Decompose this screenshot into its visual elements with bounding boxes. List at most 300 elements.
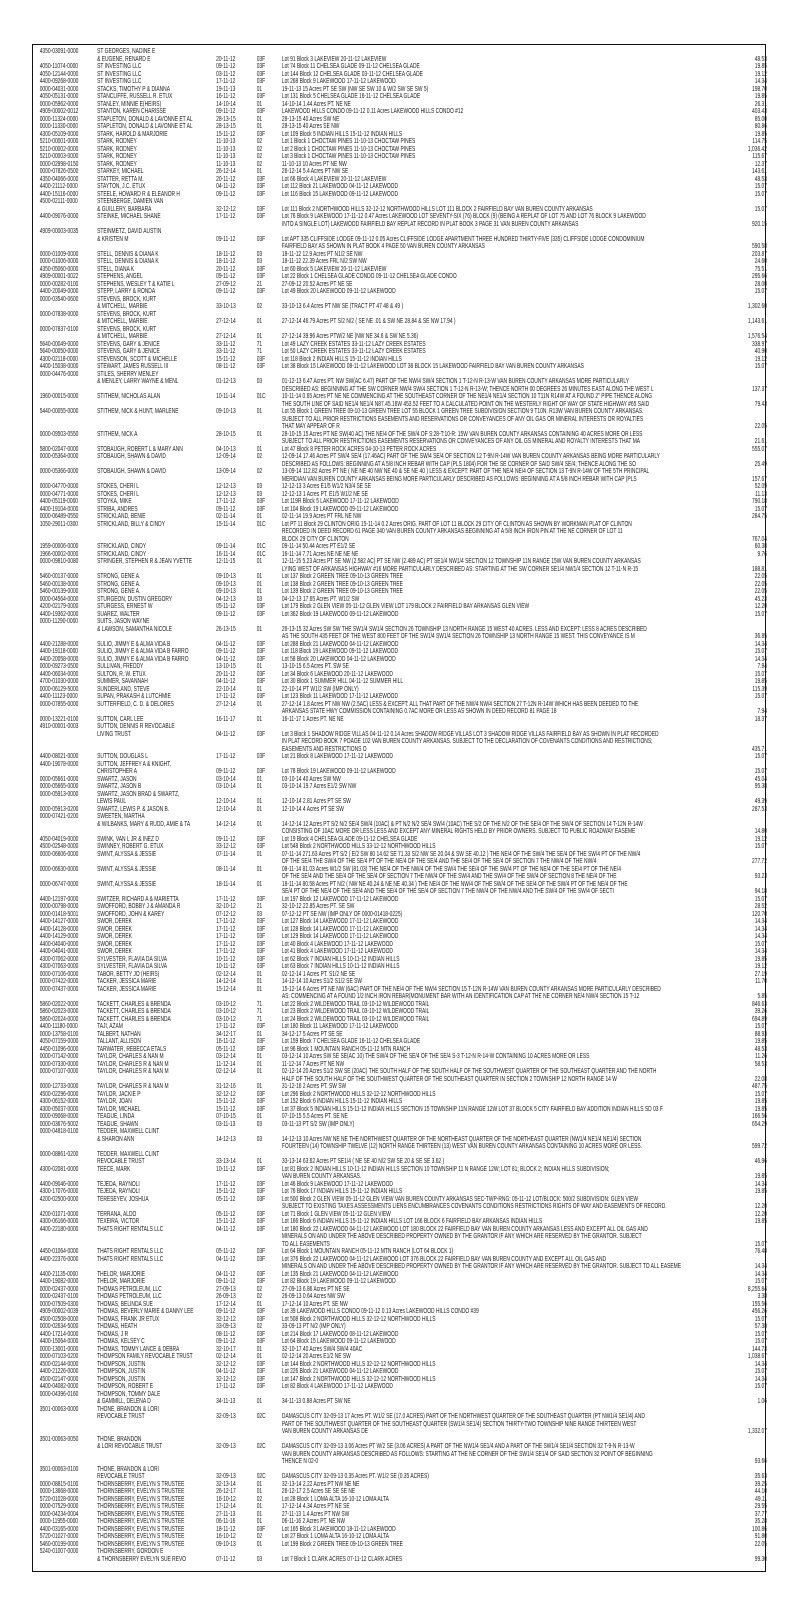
owner-name bbox=[97, 1293, 216, 1301]
description-line: 16-11-17 1 Acres PT. NE NE bbox=[281, 715, 344, 723]
owner-line: THOMPSON, ROBERT E bbox=[97, 1383, 154, 1390]
record-row bbox=[32, 1533, 766, 1541]
district-code: 03F bbox=[256, 93, 266, 100]
owner-name bbox=[97, 1016, 216, 1024]
amount-due: 555.07 bbox=[752, 445, 767, 453]
owner-name bbox=[97, 971, 216, 979]
parcel-number: 4400-04041-0000 bbox=[39, 948, 79, 955]
record-row bbox=[32, 648, 766, 656]
section-township-range: 33-10-13 bbox=[216, 303, 236, 310]
district-code: 01 bbox=[256, 880, 263, 888]
description-line: LAKEWOOD HILLS CONDO 09-11-12 0.11 Acres LAKEWOOD HILLS CONDO #12 bbox=[281, 108, 464, 115]
parcel-number: 4400-20058-0000 bbox=[39, 655, 79, 663]
record-row bbox=[32, 1511, 766, 1519]
section-township-range: 27-11-13 bbox=[216, 1510, 236, 1518]
district-code: 03F bbox=[256, 1330, 266, 1338]
owner-line: TAYLOR, JOAN bbox=[97, 1098, 132, 1105]
section-township-range: 03-11-12 bbox=[216, 70, 236, 78]
district-code: 01 bbox=[256, 1030, 263, 1038]
record-row bbox=[32, 498, 766, 506]
legal-description bbox=[282, 131, 725, 139]
section-township-range: 34-12-17 bbox=[216, 1030, 236, 1038]
owner-name bbox=[97, 1278, 216, 1286]
amount-due: 21.61 bbox=[754, 438, 767, 445]
district-code: 01 bbox=[256, 978, 263, 985]
section-township-range: 17-11-12 bbox=[216, 918, 236, 925]
district-code: 03F bbox=[256, 670, 266, 678]
owner-line: THOMPSON FAMILY REVOCABLE TRUST bbox=[97, 1353, 193, 1360]
owner-line: STRICKLAND, CINDY bbox=[97, 550, 147, 558]
amount-due: 79.43 bbox=[754, 400, 767, 408]
owner-line: SULIO, JIMMY E & ALMA VIDA B bbox=[97, 640, 171, 648]
legal-description bbox=[282, 311, 725, 326]
owner-line: STEINMETZ, DAVID AUSTIN bbox=[97, 228, 162, 235]
record-row bbox=[32, 971, 766, 979]
district-code: 03F bbox=[256, 918, 266, 925]
section-township-range: 17-11-12 bbox=[216, 693, 236, 700]
record-row bbox=[32, 1361, 766, 1369]
section-township-range: 32-12-12 bbox=[216, 1375, 236, 1383]
legal-description bbox=[282, 1286, 725, 1294]
owner-line: STURGEON, DUSTIN GREGORY bbox=[97, 595, 173, 603]
owner-line: THOMAS, BEVERLY MARIE & DANNY LEE bbox=[97, 1308, 194, 1315]
record-row bbox=[32, 1256, 766, 1271]
owner-name bbox=[97, 776, 216, 784]
parcel-number: 4050-12144-0000 bbox=[39, 70, 79, 78]
legal-description bbox=[282, 1098, 725, 1106]
owner-line: TACKETT, CHARLES & BRENDA bbox=[97, 1008, 171, 1015]
amount-due: 15.07 bbox=[754, 363, 767, 370]
record-row bbox=[32, 1391, 766, 1406]
amount-due: 115.39 bbox=[752, 685, 767, 693]
amount-due: 654.29 bbox=[752, 1120, 767, 1128]
description-line: 16-11-14 7.71 Acres NE NE NE NE bbox=[281, 550, 359, 558]
section-township-range: 32-10-12 bbox=[216, 903, 236, 910]
district-code: 03F bbox=[256, 1210, 266, 1218]
section-township-range: 09-11-12 bbox=[216, 835, 236, 843]
record-row bbox=[32, 1188, 766, 1196]
record-row bbox=[32, 611, 766, 619]
amount-due: 19.85 bbox=[754, 1105, 767, 1113]
owner-name bbox=[97, 86, 216, 94]
section-township-range: 12-12-13 bbox=[216, 490, 236, 498]
district-code: 71 bbox=[256, 348, 263, 355]
description-line: VAN BUREN COUNTY ARKANSAS DESCRIBED AS FOLLOWS: STARTING AT THE NE CORNER OF THE SW1/4 SE1/4 OF SAID SECTION 32 POINT OF BEGINNING bbox=[281, 1450, 653, 1458]
amount-due: 19.85 bbox=[754, 678, 767, 685]
owner-name bbox=[97, 1353, 216, 1361]
owner-line: STARK, RODNEY bbox=[97, 160, 137, 168]
district-code: 01 bbox=[256, 445, 263, 453]
owner-line: & WILBANKS, MARY & RUDD, AMIE & TA bbox=[97, 820, 191, 828]
amount-due: 15.07 bbox=[754, 1383, 767, 1390]
description-line: 02-12-14 20 Acres S1/2 SW SE (20AC) THE SOUTH HALF OF THE SOUTH HALF OF THE SOUTHWEST QUARTER OF THE SOUTHEAST QUARTER AND THE NORTH bbox=[281, 1068, 657, 1075]
section-township-range: 08-11-12 bbox=[216, 1330, 236, 1338]
amount-due: 60.38 bbox=[754, 543, 767, 550]
district-code: 02 bbox=[256, 1293, 263, 1300]
owner-line: TEJEDA, RAYNOLI bbox=[97, 1188, 140, 1195]
legal-description bbox=[282, 1046, 725, 1054]
parcel-number: 0000-06630-0000 bbox=[39, 865, 79, 873]
legal-description bbox=[282, 348, 725, 356]
section-township-range: 32-09-13 bbox=[216, 1473, 236, 1480]
description-line: 02-11-14 19.9 Acres PT FRL NE NW bbox=[281, 513, 362, 520]
legal-description bbox=[282, 168, 725, 176]
parcel-number: 4909-00001-0022 bbox=[39, 273, 79, 280]
legal-description bbox=[282, 191, 725, 199]
amount-due: 76.48 bbox=[754, 1248, 767, 1255]
record-row bbox=[32, 296, 766, 311]
amount-due: 287.53 bbox=[752, 805, 767, 813]
record-row bbox=[32, 1286, 766, 1294]
record-row bbox=[32, 963, 766, 971]
owner-name bbox=[97, 311, 216, 326]
record-row bbox=[32, 1211, 766, 1219]
owner-name bbox=[97, 48, 216, 63]
legal-description bbox=[282, 783, 725, 791]
owner-name bbox=[97, 326, 216, 341]
legal-description bbox=[282, 513, 725, 521]
owner-line: ST INVESTING LLC bbox=[97, 78, 142, 85]
owner-name bbox=[97, 123, 216, 131]
parcel-number: 0000-02998-0150 bbox=[39, 160, 79, 168]
record-row bbox=[32, 1106, 766, 1114]
description-line: Lot 180 Block 11 LAKEWOOD 17-11-12 LAKEWOOD bbox=[281, 1023, 399, 1030]
district-code: 01 bbox=[256, 775, 263, 783]
description-line: 14-12-14 12 Acres PT S/2 N/2 SE/4 SW/4 (10AC) & PT N/2 N/2 SE/4 SW/4 (10AC) THE S/2 OF THE N/2 OF THE SE/4 OF THE SW/4 OF SECTION 14 T-12N R-14W bbox=[281, 820, 643, 828]
owner-name bbox=[97, 131, 216, 139]
owner-line: THORNSBERRY, EVELYN S TRUSTEE bbox=[97, 1480, 185, 1488]
description-line: 08-11-14 81.03 Acres W1/2 SW (81.03) THE NE/4 OF THE NW/4 OF THE SW/4 THE SE/4 OF THE SW/4 PT OF THE NE/4 OF THE SE/4 PT OF THE NE/4 bbox=[281, 865, 622, 873]
amount-due: 57.38 bbox=[754, 1323, 767, 1330]
parcel-number: 4400-05119-0000 bbox=[39, 498, 79, 505]
legal-description bbox=[282, 1248, 725, 1256]
record-row bbox=[32, 558, 766, 573]
parcel-number: 5640-00049-0000 bbox=[39, 340, 79, 348]
section-township-range: 07-11-12 bbox=[216, 1555, 236, 1563]
amount-due: 198.70 bbox=[752, 85, 767, 93]
parcel-number: 4400-21226-0000 bbox=[39, 1368, 79, 1375]
section-township-range: 06-11-16 bbox=[216, 1518, 236, 1525]
description-line: SUBJECT TO ALL PRIOR RESTRICTIONS EASEMENTS AND RESERVATIONS OR CONVEYANCES OF ANY OIL GAS OR MINERAL INTERESTS OR ROYALTIES bbox=[281, 415, 644, 423]
legal-description bbox=[282, 153, 725, 161]
district-code: 03F bbox=[256, 1308, 266, 1315]
owner-line: THOMPSON, TOMMY DALE bbox=[97, 1390, 161, 1398]
description-line: 33-13-14 63.62 Acres PT SE1/4 ( NE SE 40 N/2 SW SE 20 & SE SE 3.62 ) bbox=[281, 1158, 445, 1165]
owner-name bbox=[97, 176, 216, 184]
owner-name bbox=[97, 1166, 216, 1181]
legal-description bbox=[282, 656, 725, 664]
amount-due: 15.07 bbox=[754, 648, 767, 655]
district-code: 01 bbox=[256, 1068, 263, 1075]
owner-name bbox=[97, 911, 216, 919]
amount-due: 115.67 bbox=[752, 153, 767, 160]
amount-due: 1,143.61 bbox=[747, 318, 767, 325]
parcel-number: 0000-07142-0000 bbox=[39, 1053, 79, 1060]
section-township-range: 12-12-13 bbox=[216, 483, 236, 490]
parcel-number: 4350-05060-0000 bbox=[39, 265, 79, 273]
owner-name bbox=[97, 1121, 216, 1129]
section-township-range: 17-11-12 bbox=[216, 78, 236, 85]
owner-name bbox=[97, 716, 216, 724]
section-township-range: 14-12-13 bbox=[216, 1135, 236, 1143]
owner-line: STOBAUGH, SHAWN & DAVID bbox=[97, 468, 166, 475]
amount-due: 14.34 bbox=[754, 933, 767, 940]
record-row bbox=[32, 356, 766, 364]
amount-due: 94.18 bbox=[754, 888, 767, 895]
district-code: 03F bbox=[256, 288, 266, 295]
amount-due: 22.08 bbox=[754, 1075, 767, 1083]
description-line: Lot 82 Block 4 LAKEWOOD 17-11-12 LAKEWOOD bbox=[281, 1383, 393, 1390]
district-code: 01 bbox=[256, 798, 263, 805]
owner-line: TAYLOR, CHARLES & NAN M bbox=[97, 1053, 164, 1060]
record-row bbox=[32, 1151, 766, 1166]
section-township-range: 11-10-13 bbox=[216, 145, 236, 153]
amount-due: 203.87 bbox=[752, 250, 767, 258]
legal-description bbox=[282, 693, 725, 701]
owner-line: & THORNSBERRY EVELYN SUE REVO bbox=[97, 1555, 187, 1563]
owner-name bbox=[97, 1346, 216, 1354]
district-code: 03F bbox=[256, 603, 266, 610]
amount-due: 19.85 bbox=[754, 1038, 767, 1045]
owner-line: & MITCHELL, MARBIE bbox=[97, 303, 148, 310]
district-code: 01 bbox=[256, 408, 263, 415]
description-line: Lot 129 Block 14 LAKEWOOD 17-11-12 LAKEWOOD bbox=[281, 933, 399, 940]
owner-line: STEVENS, GARY & JENICE bbox=[97, 340, 160, 348]
amount-due: 22.05 bbox=[754, 580, 767, 588]
record-row bbox=[32, 348, 766, 356]
parcel-number: 4500-02147-0000 bbox=[39, 1375, 79, 1383]
description-line: THENCE N 02-0 bbox=[281, 1458, 319, 1465]
owner-line: THOMAS, TOMMY LANCE & DEBRA bbox=[97, 1345, 180, 1353]
parcel-number: 0000-05661-0000 bbox=[39, 775, 79, 783]
parcel-number: 4400-20049-0000 bbox=[39, 288, 79, 295]
parcel-number: 4300-02081-0000 bbox=[39, 1165, 79, 1173]
parcel-number: 0000-07421-0200 bbox=[39, 813, 79, 820]
record-row bbox=[32, 701, 766, 716]
description-line: Lot 22 Block 2 WILDEWOOD TRAIL 03-10-12 WILDEWOOD TRAIL bbox=[281, 1000, 430, 1008]
description-line: Lot 118 Block 19 LAKEWOOD 09-11-12 LAKEWOOD bbox=[281, 648, 399, 655]
description-line: HALF OF THE SOUTH HALF OF THE SOUTHWEST QUARTER OF THE SOUTHEAST QUARTER IN SECTION 2 TOWNSHIP 12 NORTH RANGE 14 W bbox=[281, 1075, 617, 1083]
owner-name bbox=[97, 341, 216, 349]
owner-line: THOMPSON, JUSTIN bbox=[97, 1368, 146, 1375]
record-row bbox=[32, 723, 766, 753]
parcel-number: 0000-05913-0200 bbox=[39, 805, 79, 813]
description-line: Lot 1 Block 1 CHOCTAW PINES 11-10-13 CHOCTAW PINES bbox=[281, 138, 416, 145]
amount-due: 15.07 bbox=[754, 768, 767, 775]
parcel-number: 0000-09503-0550 bbox=[39, 430, 79, 438]
amount-due: 157.67 bbox=[752, 475, 767, 483]
parcel-number: 4400-09046-0000 bbox=[39, 1180, 79, 1188]
legal-description bbox=[282, 941, 725, 949]
district-code: 01 bbox=[256, 1083, 263, 1090]
owner-name bbox=[97, 1181, 216, 1189]
parcel-number: 0000-08861-0200 bbox=[39, 1150, 79, 1158]
legal-description bbox=[282, 183, 725, 191]
description-line: Lot 28 Block 1 LOMA ALTA 16-10-12 LOMA ALTA bbox=[281, 1495, 389, 1503]
owner-name bbox=[97, 1331, 216, 1339]
description-line: Lot APT 335 CLIFFSIDE LODGE 09-11-12 0.05 Acres CLIFFSIDE LODGE APARTMENT THREE HUNDRED THIRTY-FIVE (335) CLIFFSIDE LODGE CONDOMINIUM bbox=[281, 235, 645, 243]
description-line: Lot 199 Block 2 GREEN TREE 09-10-13 GREEN TREE bbox=[281, 1540, 403, 1548]
owner-line: THOMAS PETROLEUM, LLC bbox=[97, 1293, 162, 1300]
section-township-range: 28-13-15 bbox=[216, 115, 236, 123]
description-line: PART OF THE SOUTHWEST QUARTER OF THE SOUTHEAST QUARTER (SW1/4 SE1/4) SECTION THIRTY-TWO TOWNSHIP NINE RANGE THIRTEEN WEST bbox=[281, 1420, 637, 1428]
description-line: Lot 64 Block 1 MOUNTAIN RANCH 05-11-12 MTN RANCH (LOT 64 BLOCK 1) bbox=[281, 1248, 454, 1255]
parcel-number: 1966-00002-0000 bbox=[39, 550, 79, 558]
amount-due: 15.07 bbox=[754, 1090, 767, 1098]
parcel-number: 5440-00055-0000 bbox=[39, 408, 79, 415]
legal-description bbox=[282, 1053, 725, 1061]
record-row bbox=[32, 641, 766, 649]
district-code: 01 bbox=[256, 558, 263, 565]
amount-due: 295.66 bbox=[752, 273, 767, 280]
section-township-range: 04-11-12 bbox=[216, 1270, 236, 1278]
owner-name bbox=[97, 1436, 216, 1466]
owner-line: STURGESS, ERNEST W bbox=[97, 603, 153, 610]
section-township-range: 18-11-14 bbox=[216, 880, 236, 888]
description-line: 32-13-14 2.22 Acres PT NW NE NE bbox=[281, 1480, 360, 1488]
parcel-number: 4050-07159-0000 bbox=[39, 1038, 79, 1045]
district-code: 03F bbox=[256, 1315, 266, 1323]
legal-description bbox=[282, 506, 725, 514]
parcel-number: 0000-04564-0000 bbox=[39, 595, 79, 603]
description-line: 27-12-14 39.96 Acres PTW/2 NE (NW NE 34.6 & SW NE 5.36) bbox=[281, 333, 419, 340]
record-row bbox=[32, 281, 766, 289]
amount-due: 1,036.42 bbox=[747, 145, 767, 153]
legal-description bbox=[282, 228, 725, 251]
district-code: 03 bbox=[256, 378, 263, 385]
district-code: 01 bbox=[256, 513, 263, 520]
record-row bbox=[32, 93, 766, 101]
legal-description bbox=[282, 618, 725, 641]
parcel-number: 4400-11123-0000 bbox=[39, 693, 78, 700]
parcel-number: 4400-21288-0000 bbox=[39, 640, 79, 648]
parcel-number: 0000-09810-0080 bbox=[39, 558, 79, 565]
parcel-number: 4400-09076-0000 bbox=[39, 213, 79, 220]
description-line: 28-13-15 40 Acres SW NE bbox=[281, 115, 340, 123]
owner-line: TAYLOR, CHARLES R & NAN M bbox=[97, 1083, 169, 1090]
amount-due: 15.07 bbox=[754, 505, 767, 513]
description-line: MERIDIAN VAN BUREN COUNTY ARKANSAS BEING MORE PARTICULARLY DESCRIBED AS FOLLOWS: BEGINNING AT A 5/8 INCH REBAR WITH CAP (PLS bbox=[281, 475, 637, 483]
owner-line: THONE, BRANDON & LORI bbox=[97, 1405, 159, 1413]
legal-description bbox=[282, 161, 725, 169]
district-code: 03F bbox=[256, 963, 266, 970]
owner-name bbox=[97, 1226, 216, 1249]
section-township-range: 09-11-12 bbox=[216, 1278, 236, 1285]
owner-name bbox=[97, 1031, 216, 1039]
district-code: 01 bbox=[256, 168, 263, 175]
district-code: 03F bbox=[256, 895, 266, 903]
amount-due: 19.12 bbox=[754, 835, 767, 843]
owner-name bbox=[97, 1113, 216, 1121]
parcel-number: 4400-22376-0000 bbox=[39, 1255, 79, 1263]
amount-due: 19.12 bbox=[754, 963, 767, 970]
parcel-number: 0000-07509-0300 bbox=[39, 1300, 79, 1308]
owner-line: STILES, SHERRY MENLEY bbox=[97, 370, 159, 378]
legal-description bbox=[282, 761, 725, 776]
parcel-number: 5460-00199-0000 bbox=[39, 1540, 79, 1548]
parcel-number: 4400-19078-0000 bbox=[39, 760, 79, 768]
legal-description bbox=[282, 281, 725, 289]
owner-line: TAYLOR, JACKIE P bbox=[97, 1090, 141, 1098]
legal-description bbox=[282, 1188, 725, 1196]
owner-line: THOMAS, J R bbox=[97, 1330, 129, 1338]
record-row bbox=[32, 168, 766, 176]
legal-description bbox=[282, 138, 725, 146]
parcel-number: 0000-02437-0100 bbox=[39, 1293, 79, 1300]
section-township-range: 26-12-17 bbox=[216, 1488, 236, 1495]
owner-name bbox=[97, 573, 216, 581]
description-line: DESCRIBED AS FOLLOWS: BEGINNING AT A 5/8 INCH REBAR WITH CAP (PLS 1804) FOR THE SE CORNER OF SAID SW/4 SE/4; THENCE ALONG THE SO bbox=[281, 460, 636, 468]
amount-due: 40.90 bbox=[754, 348, 767, 355]
parcel-number: 0000-07107-0000 bbox=[39, 1068, 79, 1075]
parcel-number: 0000-05364-0000 bbox=[39, 453, 79, 460]
owner-name bbox=[97, 558, 216, 573]
district-code: 03F bbox=[256, 63, 266, 70]
record-row bbox=[32, 446, 766, 454]
amount-due: 11.70 bbox=[755, 978, 767, 985]
owner-line: REVOCABLE TRUST bbox=[97, 1158, 145, 1165]
description-line: 26-12-17 2.5 Acres SE SE SE NE bbox=[281, 1488, 356, 1495]
description-line: Lot 135 Block 21 LAKEWOOD 04-11-12 LAKEWOOD bbox=[281, 1270, 399, 1278]
owner-line: & GUILLERY, BARBARA bbox=[97, 205, 152, 213]
district-code: 03F bbox=[256, 235, 266, 243]
section-township-range: 12-11-15 bbox=[216, 558, 236, 565]
description-line: Lot 144 Block 2 NORTHWOOD HILLS 32-12-12 NORTHWOOD HILLS bbox=[281, 1360, 436, 1368]
description-line: 03-10-14 19.7 Acres E1/2 SW NW bbox=[281, 783, 357, 790]
legal-description bbox=[282, 356, 725, 364]
owner-name bbox=[97, 228, 216, 251]
section-township-range: 14-12-14 bbox=[216, 820, 236, 828]
district-code: 02 bbox=[256, 303, 263, 310]
owner-name bbox=[97, 656, 216, 664]
owner-line: TERESEYEV, JOSHUA bbox=[97, 1195, 149, 1203]
record-row bbox=[32, 71, 766, 79]
record-row bbox=[32, 911, 766, 919]
legal-description bbox=[282, 491, 725, 499]
parcel-number: 4400-15038-0000 bbox=[39, 363, 79, 370]
owner-line: STEPHENS, ANGEL bbox=[97, 273, 143, 280]
record-row bbox=[32, 1316, 766, 1324]
parcel-number: 4400-22180-0000 bbox=[39, 1225, 79, 1233]
owner-line: THOMPSON, JUSTIN bbox=[97, 1375, 146, 1383]
legal-description bbox=[282, 468, 725, 483]
owner-name bbox=[97, 468, 216, 483]
district-code: 03F bbox=[256, 730, 266, 738]
amount-due: 93.66 bbox=[754, 1458, 767, 1465]
district-code: 03F bbox=[256, 175, 266, 183]
description-line: Lot 104 Block 19 LAKEWOOD 09-11-12 LAKEWOOD bbox=[281, 505, 399, 513]
amount-due: 12.20 bbox=[754, 603, 767, 610]
description-line: 17-12-14 4.34 Acres PT NE SE bbox=[281, 1503, 350, 1510]
legal-description bbox=[282, 101, 725, 109]
amount-due: 19.85 bbox=[754, 130, 767, 138]
district-code: 01 bbox=[256, 805, 263, 813]
owner-line: SYLVESTER, FLAVIA DA SILVA bbox=[97, 955, 168, 963]
record-row bbox=[32, 123, 766, 131]
description-line: Lot 111 Block 2 NORTHWOOD HILLS 32-12-12 NORTHWOOD HILLS LOT 111 BLOCK 2 FAIRFIELD BAY VAN BUREN COUNTY ARKANSAS bbox=[281, 205, 593, 213]
legal-description bbox=[282, 723, 725, 753]
owner-line: THOMAS, KELSEY C bbox=[97, 1338, 145, 1345]
legal-description bbox=[282, 431, 725, 446]
district-code: 01 bbox=[256, 1398, 263, 1405]
owner-line: STEVENS, BROCK, KURT bbox=[97, 310, 157, 318]
owner-name bbox=[97, 543, 216, 551]
district-code: 01 bbox=[256, 115, 263, 123]
section-township-range: 03-10-12 bbox=[216, 1000, 236, 1008]
amount-due: 28.00 bbox=[754, 280, 767, 288]
legal-description bbox=[282, 903, 725, 911]
description-line: 26-13-15 32 Acres SW SW THE SW1/4 SW1/4 SECTION 26 TOWNSHIP 13 NORTH RANGE 15 WEST 40 ACRES. LESS AND EXCEPT: LESS 8 ACRES DESCRIBED bbox=[281, 625, 647, 633]
